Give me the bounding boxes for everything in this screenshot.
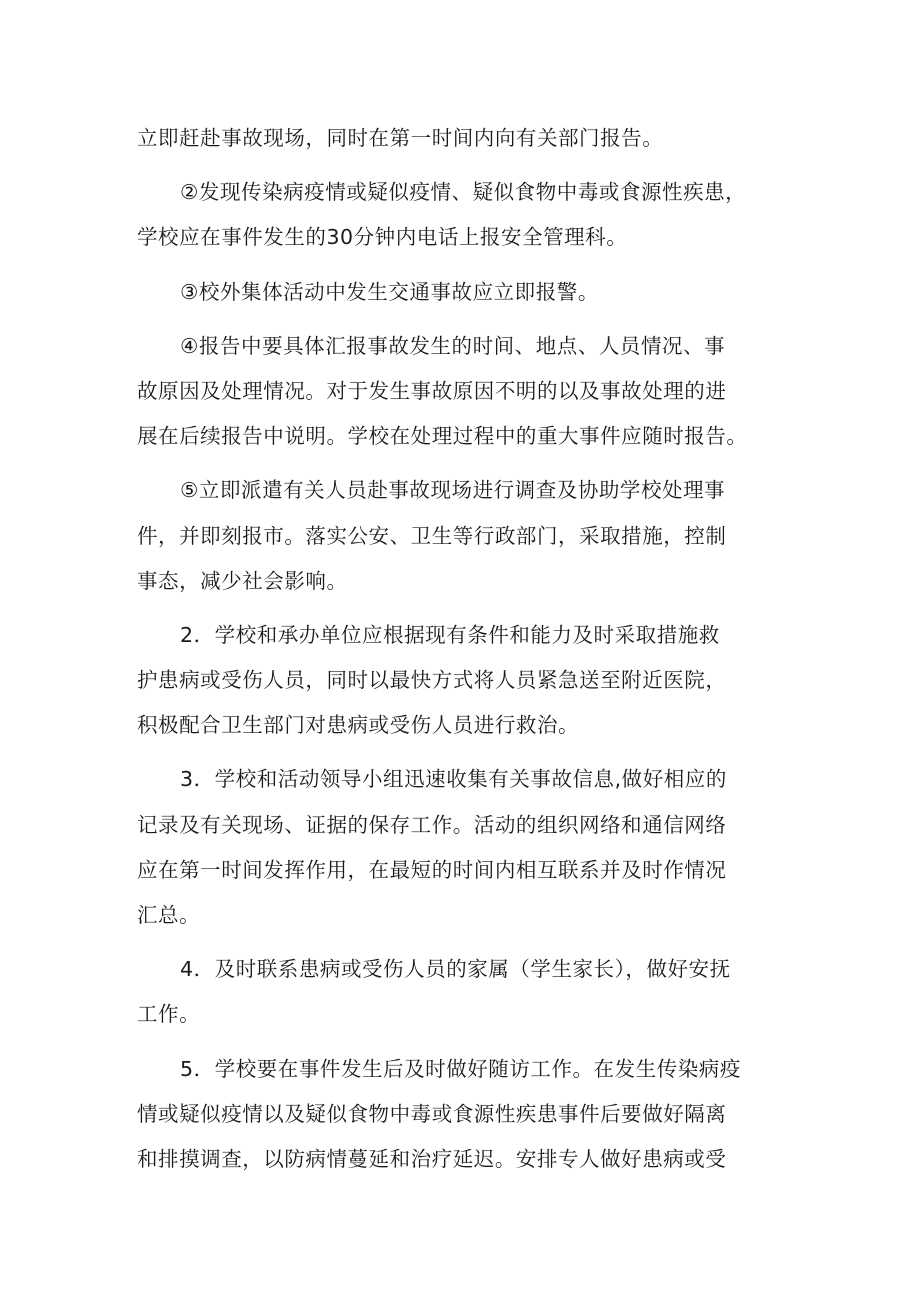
text-line: 和排摸调查，以防病情蔓延和治疗延迟。安排专人做好患病或受 xyxy=(137,1146,727,1171)
text-line: 情或疑似疫情以及疑似食物中毒或食源性疾患事件后要做好隔离 xyxy=(137,1101,727,1126)
text-line: ⑤立即派遣有关人员赴事故现场进行调查及协助学校处理事 xyxy=(180,478,726,503)
text-line: 5．学校要在事件发生后及时做好随访工作。在发生传染病疫 xyxy=(180,1056,741,1081)
text-line: 学校应在事件发生的30分钟内电话上报安全管理科。 xyxy=(137,225,628,250)
text-line: ②发现传染病疫情或疑似疫情、疑似食物中毒或食源性疾患， xyxy=(180,180,747,205)
document-body xyxy=(137,116,807,1182)
text-line: 事态，减少社会影响。 xyxy=(137,568,348,593)
text-line: 故原因及处理情况。对于发生事故原因不明的以及事故处理的进 xyxy=(137,378,727,403)
text-line: ④报告中要具体汇报事故发生的时间、地点、人员情况、事 xyxy=(180,333,726,358)
text-line: 工作。 xyxy=(137,1002,201,1027)
text-line: 4．及时联系患病或受伤人员的家属（学生家长），做好安抚 xyxy=(180,957,731,982)
text-line: 汇总。 xyxy=(137,903,201,927)
text-line: 记录及有关现场、证据的保存工作。活动的组织网络和通信网络 xyxy=(137,812,727,837)
text-line: 3．学校和活动领导小组迅速收集有关事故信息,做好相应的 xyxy=(180,767,727,792)
text-line: 护患病或受伤人员，同时以最快方式将人员紧急送至附近医院， xyxy=(137,668,727,693)
text-line: ③校外集体活动中发生交通事故应立即报警。 xyxy=(180,279,599,304)
text-line: 展在后续报告中说明。学校在处理过程中的重大事件应随时报告。 xyxy=(137,424,748,449)
text-line: 2．学校和承办单位应根据现有条件和能力及时采取措施救 xyxy=(180,622,720,647)
text-line: 应在第一时间发挥作用，在最短的时间内相互联系并及时作情况 xyxy=(137,857,727,882)
text-line: 件，并即刻报市。落实公安、卫生等行政部门，采取措施，控制 xyxy=(137,523,727,548)
text-line: 立即赶赴事故现场，同时在第一时间内向有关部门报告。 xyxy=(137,126,664,150)
text-line: 积极配合卫生部门对患病或受伤人员进行救治。 xyxy=(137,713,580,738)
